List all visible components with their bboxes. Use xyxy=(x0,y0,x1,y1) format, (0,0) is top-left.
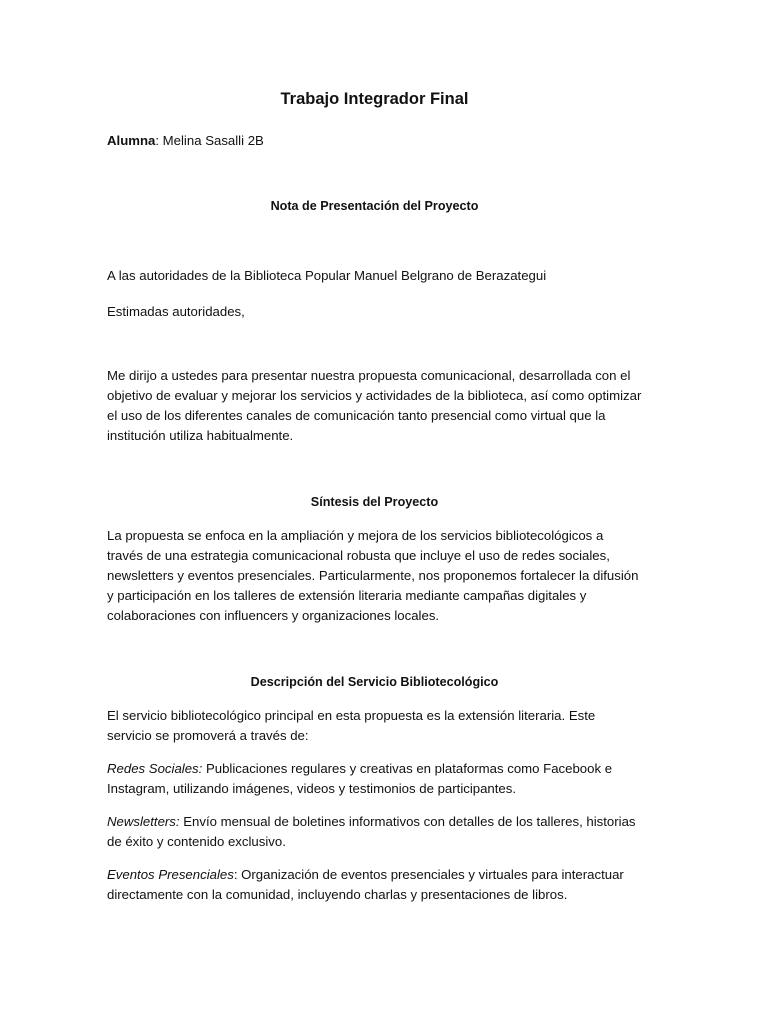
document-title: Trabajo Integrador Final xyxy=(280,90,469,108)
student-value: : Melina Sasalli 2B xyxy=(155,132,264,148)
student-label: Alumna xyxy=(107,132,156,148)
section-heading-service: Descripción del Servicio Bibliotecológico xyxy=(250,674,499,689)
service-item-social xyxy=(107,759,642,799)
service-item-events xyxy=(107,865,642,905)
synthesis-paragraph: La propuesta se enfoca en la ampliación y mejora de los servicios bibliotecológicos a través de una estrategia comunicacional robusta que incluye el uso de redes sociales, newsletters y eventos presenciales. Particularmente, nos proponemos fortalecer la difusión y participación en los talleres de extensión literaria mediante campañas digitales y colaboraciones con influencers y organizaciones locales. xyxy=(107,527,639,623)
intro-paragraph: Me dirijo a ustedes para presentar nuestra propuesta comunicacional, desarrollada con el objetivo de evaluar y mejorar los servicios y actividades de la biblioteca, así como optimizar el uso de los diferentes canales de comunicación tanto presencial como virtual que la institución utiliza habitualmente. xyxy=(107,367,642,443)
student-line xyxy=(107,131,642,151)
service-item-text: Envío mensual de boletines informativos con detalles de los talleres, historias de éxito y contenido exclusivo. xyxy=(107,813,636,849)
section-heading-presentation: Nota de Presentación del Proyecto xyxy=(270,198,479,213)
service-item-text: : Organización de eventos presenciales y virtuales para interactuar directamente con la comunidad, incluyendo charlas y presentaciones de libros. xyxy=(107,866,624,902)
document-body xyxy=(107,90,642,905)
service-item-text: Publicaciones regulares y creativas en plataformas como Facebook e Instagram, utilizando imágenes, videos y testimonios de participantes. xyxy=(107,760,613,796)
service-item-label: Redes Sociales: xyxy=(107,760,203,776)
service-item-label: Newsletters: xyxy=(107,813,180,829)
greeting-line: Estimadas autoridades, xyxy=(107,303,245,319)
section-heading-synthesis: Síntesis del Proyecto xyxy=(310,494,439,509)
addressee-line: A las autoridades de la Biblioteca Popular Manuel Belgrano de Berazategui xyxy=(107,267,547,283)
service-item-label: Eventos Presenciales xyxy=(107,866,234,882)
service-item-newsletters xyxy=(107,812,642,852)
service-intro-paragraph: El servicio bibliotecológico principal en esta propuesta es la extensión literaria. Este servicio se promoverá a través de: xyxy=(107,707,596,743)
